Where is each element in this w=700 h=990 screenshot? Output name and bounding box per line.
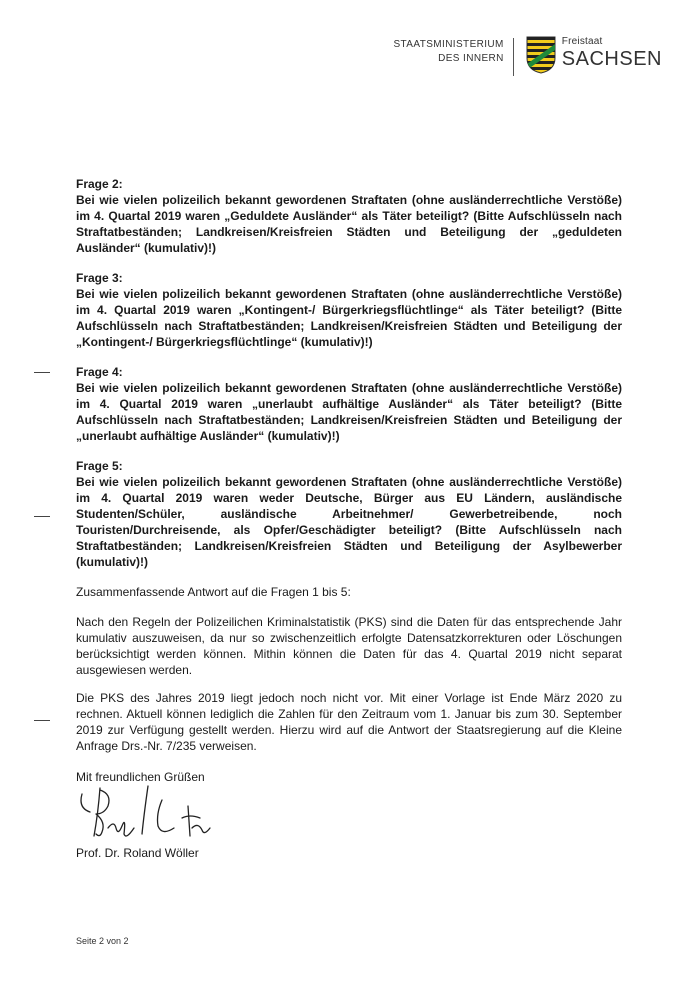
question-label: Frage 4: [76, 365, 123, 379]
header-divider [513, 38, 514, 76]
question-text: Bei wie vielen polizeilich bekannt gewordenen Straftaten (ohne ausländerrechtliche Verstöße) im 4. Quartal 2019 waren „unerlaubt aufhältige Ausländer“ als Täter beteiligt? (Bitte Aufschlüsseln nach Straftatbeständen; Landkreisen/Kreisfreien Städten und Beteiligung der „unerlaubt aufhältige Ausländer“ (kumulativ)!) [76, 381, 622, 443]
answer-intro: Zusammenfassende Antwort auf die Fragen 1 bis 5: [76, 585, 351, 599]
question-label: Frage 2: [76, 177, 123, 191]
handwritten-signature [78, 784, 228, 846]
page-number: Seite 2 von 2 [76, 936, 129, 946]
ministry-line-2: DES INNERN [438, 53, 504, 64]
question-label: Frage 5: [76, 459, 123, 473]
signer-name: Prof. Dr. Roland Wöller [76, 846, 199, 860]
ministry-line-1: STAATSMINISTERIUM [393, 39, 504, 50]
letterhead [393, 36, 662, 82]
state-label-small: Freistaat [561, 36, 603, 47]
answer-paragraph: Die PKS des Jahres 2019 liegt jedoch noch nicht vor. Mit einer Vorlage ist Ende März 2020 zu rechnen. Aktuell können lediglich die Zahlen für den Zeitraum vom 1. Januar bis zum 30. September 2019 zur Verfügung gestellt werden. Hierzu wird auf die Antwort der Staatsregierung auf die Kleine Anfrage Drs.-Nr. 7/235 verweisen. [76, 691, 622, 753]
question-label: Frage 3: [76, 271, 123, 285]
margin-mark [34, 516, 50, 517]
state-name [562, 36, 662, 69]
closing-greeting: Mit freundlichen Grüßen [76, 770, 205, 784]
question-text: Bei wie vielen polizeilich bekannt gewordenen Straftaten (ohne ausländerrechtliche Verstöße) im 4. Quartal 2019 waren weder Deutsche, Bürger aus EU Ländern, ausländische Studenten/Schüler, ausländische Arbeitnehmer/ Gewerbetreibende, noch Touristen/Durchreisende, als Opfer/Geschädigter beteiligt? (Bitte Aufschlüsseln nach Straftatbeständen; Landkreisen/Kreisfreien Städten und Beteiligung der Asylbewerber (kumulativ)!) [76, 475, 622, 569]
margin-mark [34, 720, 50, 721]
ministry-name [393, 38, 512, 66]
question-block [76, 176, 622, 256]
question-block [76, 270, 622, 350]
answer-paragraph: Nach den Regeln der Polizeilichen Kriminalstatistik (PKS) sind die Daten für das entsprechende Jahr kumulativ auszuweisen, da nur so zwischenzeitlich erfolgte Datensatzkorrekturen oder Löschungen berücksichtigt werden können. Mithin können die Daten für das 4. Quartal 2019 nicht separat ausgewiesen werden. [76, 615, 622, 677]
letter-body [76, 176, 622, 766]
margin-mark [34, 372, 50, 373]
question-block [76, 458, 622, 570]
state-label-big: SACHSEN [561, 48, 662, 70]
question-block [76, 364, 622, 444]
saxony-coat-of-arms-icon [526, 36, 556, 74]
question-text: Bei wie vielen polizeilich bekannt gewordenen Straftaten (ohne ausländerrechtliche Verstöße) im 4. Quartal 2019 waren „Kontingent-/ Bürgerkriegsflüchtlinge“ als Täter beteiligt? (Bitte Aufschlüsseln nach Straftatbeständen; Landkreisen/Kreisfreien Städten und Beteiligung der „Kontingent-/ Bürgerkriegsflüchtlinge“ (kumulativ)!) [76, 287, 622, 349]
question-text: Bei wie vielen polizeilich bekannt gewordenen Straftaten (ohne ausländerrechtliche Verstöße) im 4. Quartal 2019 waren „Geduldete Ausländer“ als Täter beteiligt? (Bitte Aufschlüsseln nach Straftatbeständen; Landkreisen/Kreisfreien Städten und Beteiligung der „geduldeten Ausländer“ (kumulativ)!) [76, 193, 622, 255]
